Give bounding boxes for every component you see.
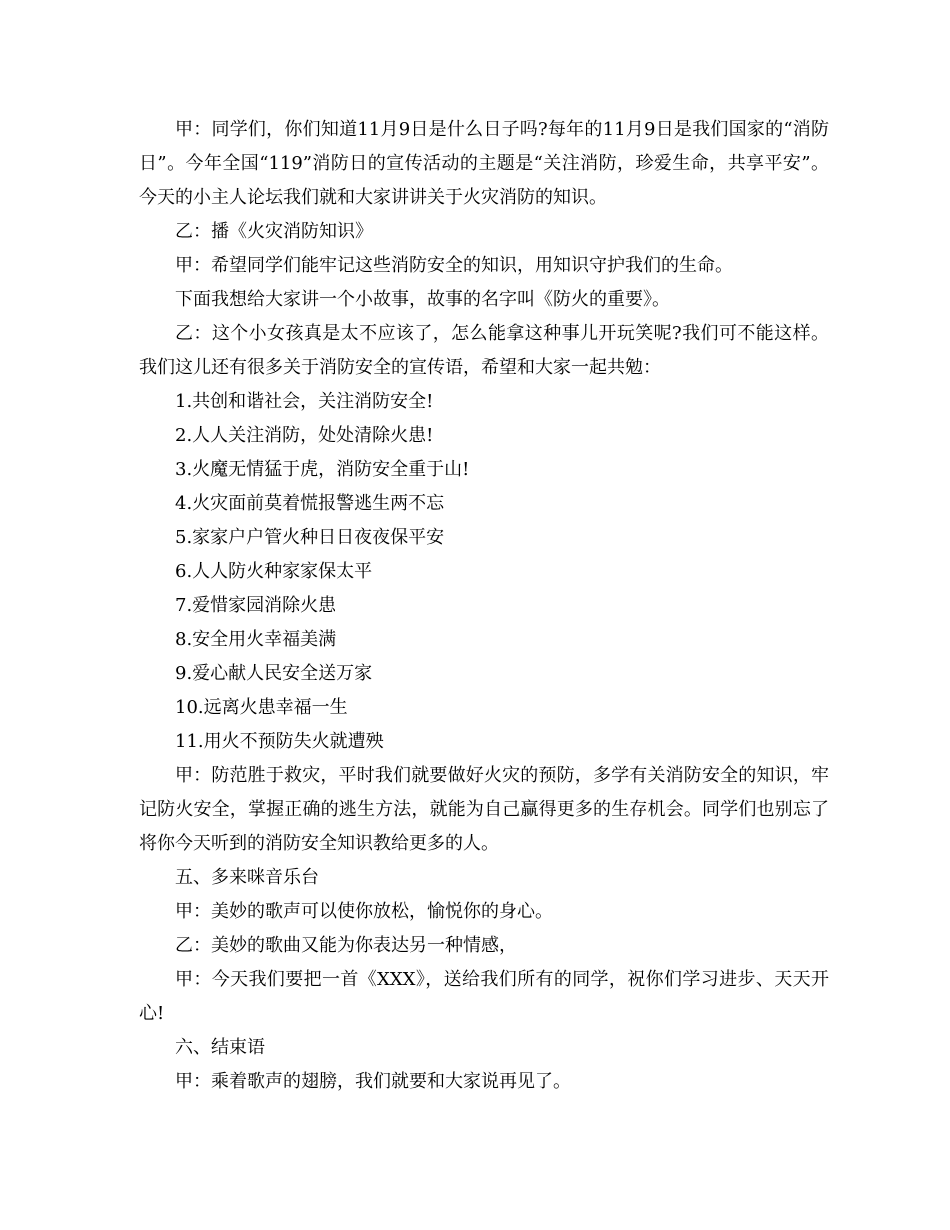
slogan-item: 1.共创和谐社会，关注消防安全! [175, 391, 434, 412]
paragraph-intro: 甲：同学们，你们知道11月9日是什么日子吗?每年的11月9日是我们国家的“消防日”。今年全国“119”消防日的宣传活动的主题是“关注消防，珍爱生命，共享平安”。今天的小主人论坛我们就和大家讲讲关于火灾消防的知识。 [139, 119, 829, 208]
slogan-item: 3.火魔无情猛于虎，消防安全重于山! [175, 459, 470, 480]
slogan-item: 5.家家户户管火种日日夜夜保平安 [175, 527, 445, 548]
document-body [139, 113, 829, 1099]
paragraph-music-song: 甲：今天我们要把一首《XXX》，送给我们所有的同学，祝你们学习进步、天天开心! [139, 969, 829, 1024]
paragraph-story: 下面我想给大家讲一个小故事，故事的名字叫《防火的重要》。 [175, 289, 670, 310]
slogan-item: 4.火灾面前莫着慌报警逃生两不忘 [175, 493, 445, 514]
paragraph-remember: 甲：希望同学们能牢记这些消防安全的知识，用知识守护我们的生命。 [175, 255, 733, 276]
slogan-item: 7.爱惜家园消除火患 [175, 595, 337, 616]
section-heading-closing: 六、结束语 [175, 1037, 265, 1058]
slogan-item: 8.安全用火幸福美满 [175, 629, 337, 650]
paragraph-slogans-intro: 乙：这个小女孩真是太不应该了，怎么能拿这种事儿开玩笑呢?我们可不能这样。我们这儿还有很多关于消防安全的宣传语，希望和大家一起共勉： [139, 323, 829, 378]
slogan-item: 6.人人防火种家家保太平 [175, 561, 373, 582]
slogan-item: 11.用火不预防失火就遭殃 [175, 731, 384, 752]
paragraph-music-a: 甲：美妙的歌声可以使你放松，愉悦你的身心。 [175, 901, 553, 922]
slogan-item: 10.远离火患幸福一生 [175, 697, 348, 718]
paragraph-prevention: 甲：防范胜于救灾，平时我们就要做好火灾的预防，多学有关消防安全的知识，牢记防火安全，掌握正确的逃生方法，就能为自己赢得更多的生存机会。同学们也别忘了将你今天听到的消防安全知识教给更多的人。 [139, 765, 829, 854]
slogan-item: 2.人人关注消防，处处清除火患! [175, 425, 434, 446]
section-heading-music: 五、多来咪音乐台 [175, 867, 319, 888]
slogan-item: 9.爱心献人民安全送万家 [175, 663, 373, 684]
paragraph-music-b: 乙：美妙的歌曲又能为你表达另一种情感， [175, 935, 517, 956]
paragraph-closing: 甲：乘着歌声的翅膀，我们就要和大家说再见了。 [175, 1071, 571, 1092]
paragraph-broadcast: 乙：播《火灾消防知识》 [175, 221, 373, 242]
